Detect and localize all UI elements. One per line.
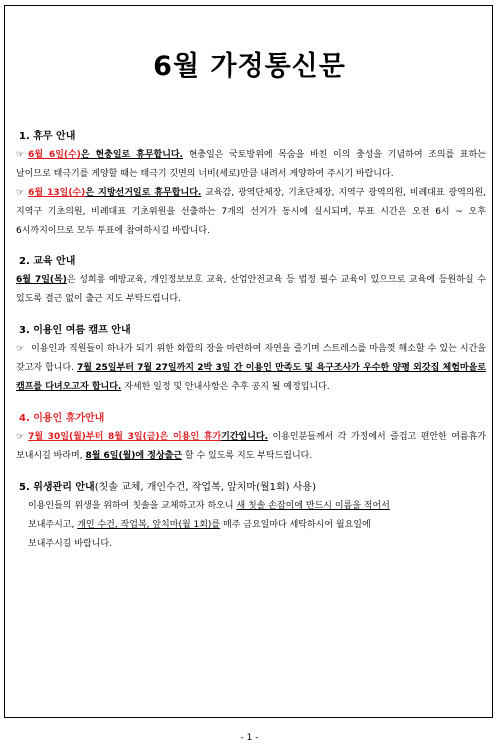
body-text: 이용인분들께서 각 가정에서 즐겁고 편안한 여름휴가 보내시길 바라며, bbox=[16, 432, 486, 461]
bold-text: 은 현충일로 휴무합니다. bbox=[80, 150, 184, 160]
section-heading: 2. 교육 안내 bbox=[19, 256, 76, 267]
underlined-text: 개인 수건, 작업복, 앞치마(월 1회)를 bbox=[77, 520, 221, 530]
pointing-hand-icon: ☞ bbox=[16, 344, 25, 354]
paragraph-hygiene bbox=[16, 497, 486, 554]
body-text: 보내주시길 바랍니다. bbox=[28, 539, 112, 549]
section-heading bbox=[19, 479, 486, 497]
underlined-text: 새 칫솔 손잡이에 반드시 이름을 적어서 bbox=[236, 501, 390, 511]
date-highlight: 6월 6일(수) bbox=[28, 150, 81, 160]
date-highlight: 6월 13일(수) bbox=[28, 188, 86, 198]
bold-text: 8월 6일(월)에 정상출근 bbox=[85, 451, 183, 461]
date-highlight: 7월 30일(월)부터 8월 3일(금)은 이용인 휴가 bbox=[28, 432, 222, 442]
section-summer-camp bbox=[16, 322, 486, 397]
section-heading: 4. 이용인 휴가안내 bbox=[19, 413, 105, 424]
body-text: 이용인들의 위생을 위하여 칫솔을 교체하고자 하오니 bbox=[28, 501, 237, 511]
section-holidays bbox=[16, 128, 486, 241]
body-text: 현충일은 국토방위에 목숨을 바친 이의 충성을 기념하여 조의를 표하는 날이므로 태극기를 게양할 때는 태극기 깃면의 너비(세로)만큼 내려서 게양하여 주시기 바랍니다. bbox=[16, 150, 486, 179]
pointing-hand-icon: ☞ bbox=[16, 150, 25, 160]
heading-bold: 5. 위생관리 안내 bbox=[19, 482, 95, 493]
pointing-hand-icon: ☞ bbox=[16, 432, 25, 442]
body-text: 보내주시고, bbox=[28, 520, 78, 530]
paragraph-vacation bbox=[16, 428, 486, 466]
paragraph-summer-camp bbox=[16, 340, 486, 397]
body-text: 교육감, 광역단체장, 기초단체장, 지역구 광역의원, 비례대표 광역의원, 지역구 기초의원, 비례대표 기초위원을 선출하는 7개의 선거가 동시에 실시되며, 투표 시간은 오전 6시 ~ 오후 6시까지이므로 모두 투표에 참여하시길 바랍니다. bbox=[16, 188, 487, 236]
body-text: 은 성희롱 예방교육, 개인정보보호 교육, 산업안전교육 등 법정 필수 교육이 있으므로 교육에 등원하실 수 있도록 결근 없이 출근 지도 부탁드립니다. bbox=[16, 275, 486, 304]
bold-text: 은 지방선거일로 휴무합니다. bbox=[85, 188, 202, 198]
section-heading: 1. 휴무 안내 bbox=[19, 131, 76, 142]
page-number: - 1 - bbox=[240, 733, 259, 743]
bold-text: 7월 25일부터 7월 27일까지 2박 3일 간 이용인 만족도 및 욕구조사가 우수한 양평 외갓집 체험마을로 캠프를 다녀오고자 합니다. bbox=[16, 363, 487, 392]
paragraph-memorial-day bbox=[16, 146, 486, 184]
body-text: 매주 금요일마다 세탁하시어 월요일에 bbox=[220, 520, 371, 530]
section-hygiene bbox=[16, 479, 486, 554]
paragraph-election-day bbox=[16, 184, 486, 241]
section-vacation bbox=[16, 410, 486, 466]
pointing-hand-icon: ☞ bbox=[16, 188, 25, 198]
section-heading: 3. 이용인 여름 캠프 안내 bbox=[19, 325, 131, 336]
date-highlight: 6월 7일(목) bbox=[16, 275, 67, 285]
body-text: 자세한 일정 및 안내사항은 추후 공지 될 예정입니다. bbox=[121, 382, 330, 392]
document-body bbox=[16, 128, 486, 554]
page-title: 6월 가정통신문 bbox=[153, 51, 346, 82]
heading-rest: (칫솔 교체, 개인수건, 작업복, 앞치마(월1회) 사용) bbox=[94, 482, 316, 493]
body-text: 할 수 있도록 지도 부탁드립니다. bbox=[182, 451, 313, 461]
section-education bbox=[16, 253, 486, 309]
paragraph-education bbox=[16, 271, 486, 309]
bold-text: 기간입니다. bbox=[221, 432, 269, 442]
body-text: 이용인과 직원들이 하나가 되기 위한 화합의 장을 마련하여 자연을 즐기며 스트레스를 마음껏 해소할 수 있는 시간을 갖고자 합니다. bbox=[16, 344, 486, 373]
